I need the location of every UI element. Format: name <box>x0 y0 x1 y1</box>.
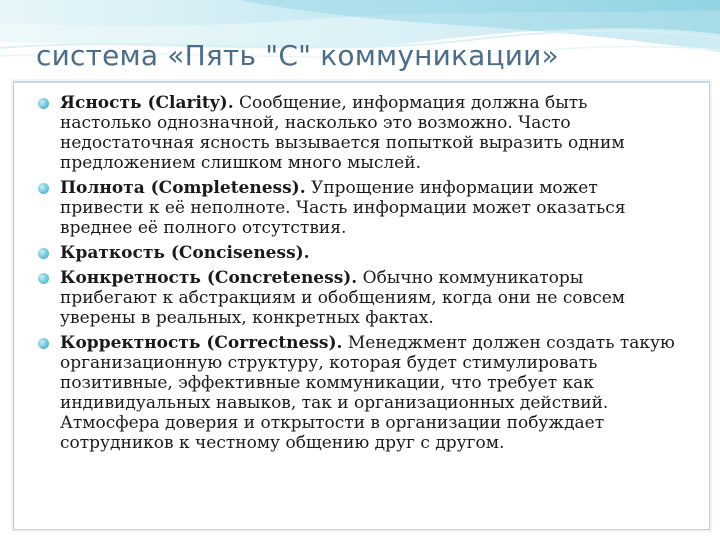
bullet-icon <box>38 338 49 349</box>
bullet-icon <box>38 273 49 284</box>
bullet-icon <box>38 183 49 194</box>
bullet-icon <box>38 248 49 259</box>
bullet-item-conciseness <box>38 243 678 263</box>
bullet-term: Полнота (Completeness). <box>60 178 306 198</box>
bullet-item-correctness <box>38 333 678 453</box>
bullet-term: Краткость (Conciseness). <box>60 243 310 263</box>
bullet-text: Обычно коммуникаторы прибегают к абстракциям и обобщениям, когда они не совсем уверены в реальных, конкретных фактах. <box>60 268 626 328</box>
bullet-icon <box>38 98 49 109</box>
slide-title: система «Пять "С" коммуникации» <box>36 39 559 72</box>
bullet-term: Корректность (Correctness). <box>60 333 343 353</box>
bullet-text: Сообщение, информация должна быть настолько однозначной, насколько это возможно. Часто недостаточная ясность вызывается попыткой выразить одним предложением слишком много мыслей. <box>60 93 625 173</box>
bullet-item-concreteness <box>38 268 678 328</box>
bullet-term: Ясность (Clarity). <box>60 93 234 113</box>
bullet-item-completeness <box>38 178 678 238</box>
bullet-text: Упрощение информации может привести к её неполноте. Часть информации может оказаться вреднее её полного отсутствия. <box>60 178 626 238</box>
bullet-text: Менеджмент должен создать такую организационную структуру, которая будет стимулировать позитивные, эффективные коммуникации, что требует как индивидуальных навыков, так и организационных действий. Атмосфера доверия и открытости в организации побуждает сотрудников к честному общению друг с другом. <box>60 333 675 453</box>
bullet-term: Конкретность (Concreteness). <box>60 268 358 288</box>
bullet-list <box>38 93 678 458</box>
bullet-item-clarity <box>38 93 678 173</box>
